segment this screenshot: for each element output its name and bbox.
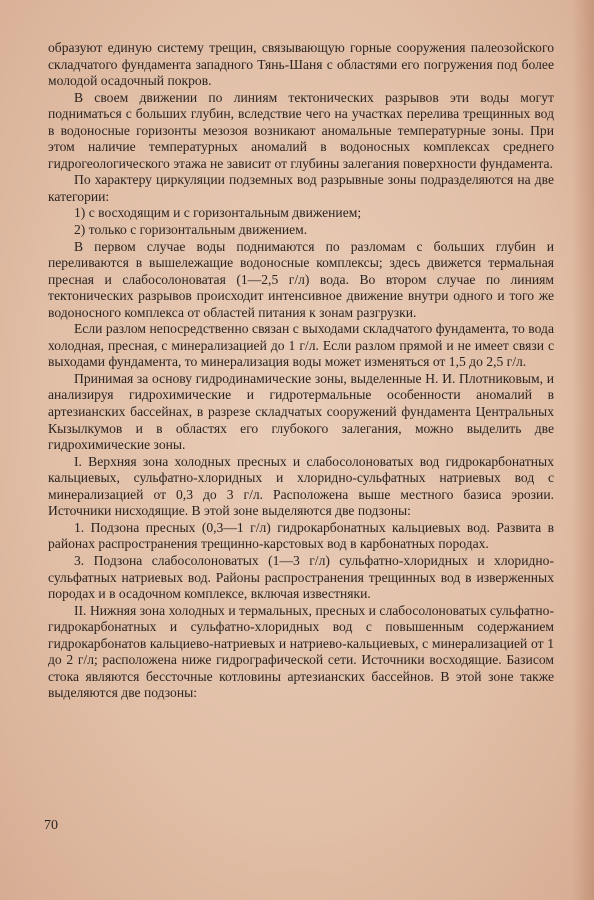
paragraph-subzone-1: 1. Подзона пресных (0,3—1 г/л) гидрокарбонатных кальциевых вод. Развита в районах распространения трещинно-карстовых вод в карбонатных породах.: [48, 519, 554, 552]
paragraph: Принимая за основу гидродинамические зоны, выделенные Н. И. Плотниковым, и анализируя гидрохимические и гидротермальные особенности аномалий в артезианских бассейнах, в разрезе складчатых сооружений фундамента Центральных Кызылкумов и в областях его глубокого залегания, можно выделить две гидрохимические зоны.: [48, 370, 554, 453]
paragraph-subzone-3: 3. Подзона слабосолоноватых (1—3 г/л) сульфатно-хлоридных и хлоридно-сульфатных натриевых вод. Районы распространения трещинных вод в изверженных породах и в осадочном комплексе, включая известняки.: [48, 552, 554, 602]
paragraph: По характеру циркуляции подземных вод разрывные зоны подразделяются на две категории:: [48, 172, 554, 204]
page-edge-shadow: [572, 0, 594, 900]
paragraph: Если разлом непосредственно связан с выходами складчатого фундамента, то вода холодная, пресная, с минерализацией до 1 г/л. Если разлом прямой и не имеет связи с выходами фундамента, то минерализация воды может изменяться от 1,5 до 2,5 г/л.: [48, 321, 554, 370]
paragraph-zone-2: II. Нижняя зона холодных и термальных, пресных и слабосолоноватых сульфатно-гидрокарбонатных и сульфатно-хлоридных вод с повышенным содержанием гидрокарбонатов кальциево-натриевых и натриево-кальциевых, с минерализацией от 1 до 2 г/л; расположена ниже гидрографической сети. Источники восходящие. Базисом стока являются бессточные котловины артезианских бассейнов. В этой зоне также выделяются две подзоны:: [48, 602, 554, 701]
paragraph: В первом случае воды поднимаются по разломам с больших глубин и переливаются в вышележащие водоносные комплексы; здесь движется термальная пресная и слабосолоноватая (1—2,5 г/л) вода. Во втором случае по линиям тектонических разрывов происходит интенсивное движение внутри одного и того же водоносного комплекса от областей питания к зонам разгрузки.: [48, 238, 554, 320]
page-body: [48, 40, 554, 702]
paragraph-continuation: образуют единую систему трещин, связывающую горные сооружения палеозойского складчатого фундамента западного Тянь-Шаня с областями его погружения под более молодой осадочный покров.: [48, 40, 554, 89]
list-item: 1) с восходящим и с горизонтальным движением;: [74, 205, 362, 221]
list-item: 2) только с горизонтальным движением.: [74, 222, 308, 238]
page-number: 70: [44, 818, 58, 833]
paragraph: В своем движении по линиям тектонических разрывов эти воды могут подниматься с больших глубин, вследствие чего на участках перелива трещинных вод в водоносные горизонты мезозоя возникают аномальные температурные зоны. При этом наличие температурных аномалий в водоносных комплексах среднего гидрогеологического этажа не зависит от глубины залегания поверхности фундамента.: [48, 89, 554, 171]
paragraph-zone-1: I. Верхняя зона холодных пресных и слабосолоноватых вод гидрокарбонатных кальциевых, сульфатно-хлоридных и хлоридно-сульфатных натриевых вод с минерализацией от 0,3 до 3 г/л. Расположена выше местного базиса эрозии. Источники нисходящие. В этой зоне выделяются две подзоны:: [48, 453, 554, 519]
